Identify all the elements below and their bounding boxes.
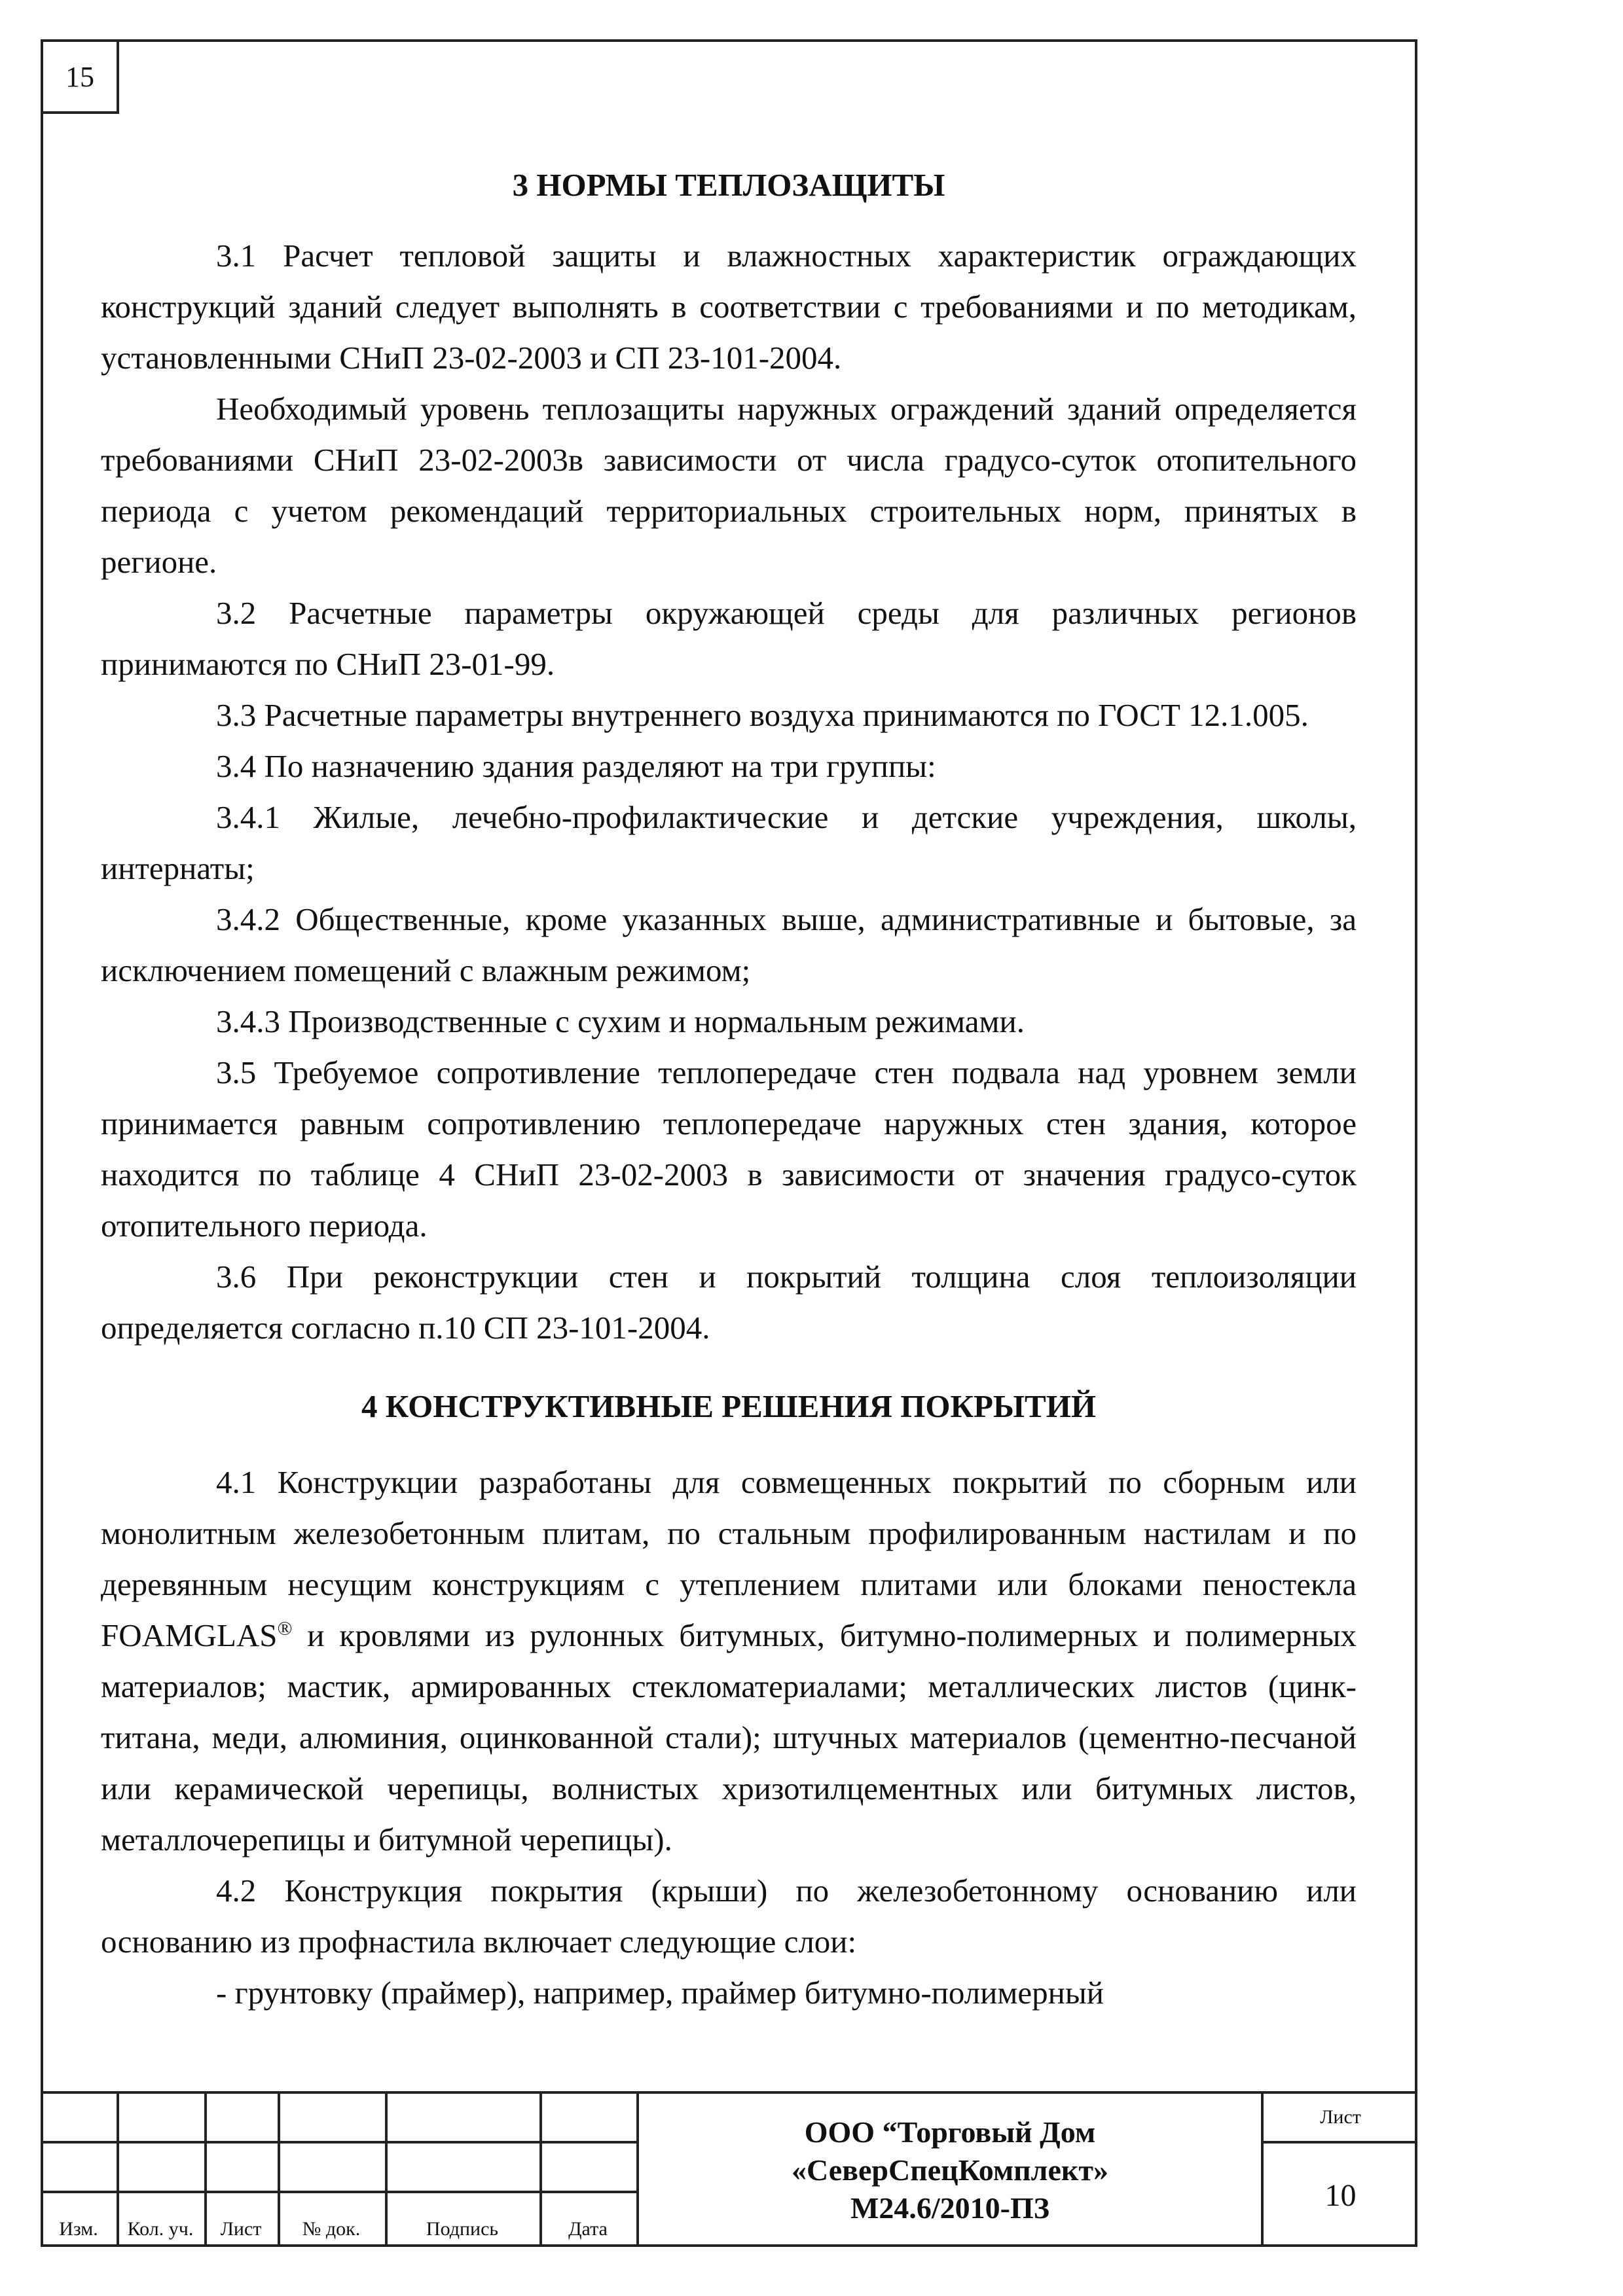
paragraph-4-1 xyxy=(101,1457,1357,1865)
stamp-col-signature: Подпись xyxy=(426,2218,499,2240)
paragraph-3-4-2: 3.4.2 Общественные, кроме указанных выше, административные и бытовые, за исключением помещений с влажным режимом; xyxy=(101,901,1357,988)
page-number: 15 xyxy=(41,39,119,114)
stamp-col-izm: Изм. xyxy=(59,2218,98,2240)
document-code: М24.6/2010-ПЗ xyxy=(850,2191,1050,2225)
stamp-col-doc-no: № док. xyxy=(302,2218,361,2240)
section-3-title: 3 НОРМЫ ТЕПЛОЗАЩИТЫ xyxy=(512,167,945,203)
paragraph-3-4: 3.4 По назначению здания разделяют на три группы: xyxy=(216,748,936,784)
stamp-col-kol-uch: Кол. уч. xyxy=(127,2218,194,2240)
stamp-col-date: Дата xyxy=(568,2218,608,2240)
paragraph-4-2-item: - грунтовку (праймер), например, праймер битумно-полимерный xyxy=(216,1975,1104,2011)
stamp-col-list: Лист xyxy=(220,2218,262,2240)
paragraph-3-4-1: 3.4.1 Жилые, лечебно-профилактические и детские учреждения, школы, интернаты; xyxy=(101,799,1357,886)
paragraph-3-1-b: Необходимый уровень теплозащиты наружных ограждений зданий определяется требованиями СНиП 23-02-2003в зависимости от числа градусо-суток отопительного периода с учетом рекомендаций территориальных строительных норм, принятых в регионе. xyxy=(101,391,1357,580)
paragraph-3-4-3: 3.4.3 Производственные с сухим и нормальным режимами. xyxy=(216,1003,1025,1039)
paragraph-3-6: 3.6 При реконструкции стен и покрытий толщина слоя теплоизоляции определяется согласно п.10 СП 23-101-2004. xyxy=(101,1259,1357,1346)
stamp-sheet-label: Лист xyxy=(1320,2106,1361,2128)
paragraph-3-1: 3.1 Расчет тепловой защиты и влажностных характеристик ограждающих конструкций зданий следует выполнять в соответствии с требованиями и по методикам, установленными СНиП 23-02-2003 и СП 23-101-2004. xyxy=(101,238,1357,376)
section-4-title: 4 КОНСТРУКТИВНЫЕ РЕШЕНИЯ ПОКРЫТИЙ xyxy=(361,1388,1096,1424)
paragraph-4-1-start: 4.1 Конструкции разработаны для совмещенных покрытий по сборным или монолитным железобетонным плитам, по стальным профилированным настилам и по деревянным несущим конструкциям с утеплением плитами или блоками пеностекла FOAMGLAS xyxy=(101,1464,1357,1653)
org-line-1: ООО “Торговый Дом xyxy=(804,2115,1096,2149)
paragraph-3-2: 3.2 Расчетные параметры окружающей среды для различных регионов принимаются по СНиП 23-01-99. xyxy=(101,595,1357,682)
stamp-sheet-number: 10 xyxy=(1324,2178,1357,2213)
paragraph-3-5: 3.5 Требуемое сопротивление теплопередаче стен подвала над уровнем земли принимается равным сопротивлению теплопередаче наружных стен здания, которое находится по таблице 4 СНиП 23-02-2003 в зависимости от значения градусо-суток отопительного периода. xyxy=(101,1054,1357,1244)
paragraph-3-3: 3.3 Расчетные параметры внутреннего воздуха принимаются по ГОСТ 12.1.005. xyxy=(216,697,1309,733)
paragraph-4-1-end: и кровлями из рулонных битумных, битумно-полимерных и полимерных материалов; мастик, армированных стекломатериалами; металлических листов (цинк-титана, меди, алюминия, оцинкованной стали); штучных материалов (цементно-песчаной или керамической черепицы, волнистых хризотилцементных или битумных листов, металлочерепицы и битумной черепицы). xyxy=(101,1617,1357,1857)
stamp-organization xyxy=(639,2094,1261,2247)
stamp-row-line-1 xyxy=(41,2141,638,2144)
paragraph-4-2: 4.2 Конструкция покрытия (крыши) по железобетонному основанию или основанию из профнастила включает следующие слои: xyxy=(101,1873,1357,1960)
org-line-2: «СеверСпецКомплект» xyxy=(791,2153,1109,2187)
registered-mark: ® xyxy=(277,1617,293,1640)
document-body xyxy=(101,131,1357,2018)
title-block xyxy=(41,2091,1417,2247)
